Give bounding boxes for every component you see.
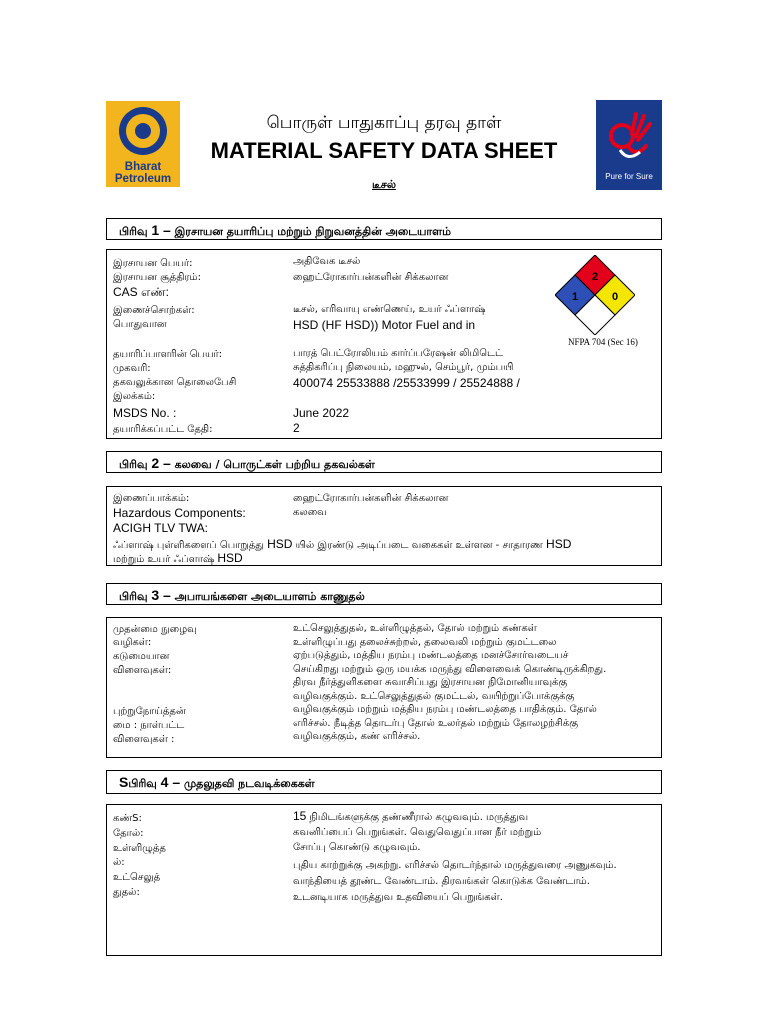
nfpa-reactivity: 0	[611, 291, 619, 303]
section-4-heading: Sபிரிவு 4 – முதலுதவி நடவடிக்கைகள்	[106, 770, 662, 794]
section-2-heading: பிரிவு 2 – கலவை / பொருட்கள் பற்றிய தகவல்கள்	[106, 451, 662, 473]
label-date: தயாரிக்கப்பட்ட தேதி:	[113, 424, 213, 435]
label-synonyms: இணைச்சொற்கள்:	[113, 305, 195, 316]
value-manufacturer: பாரத் பெட்ரோலியம் கார்ப்பரேஷன் லிமிடெட்	[293, 348, 503, 359]
label-manufacturer: தயாரிப்பாளரின் பெயர்:	[113, 349, 223, 360]
first-aid-line-6: உடனடியாக மருத்துவ உதவியைப் பெறுங்கள்.	[293, 892, 503, 903]
value-date: June 2022	[293, 406, 350, 420]
label-chronic-2: விளைவுகள் :	[113, 734, 175, 745]
title-english: MATERIAL SAFETY DATA SHEET	[210, 138, 558, 163]
label-skin: தோல்:	[113, 828, 144, 839]
value-chemical-name: அதிவேக டீசல்	[293, 256, 361, 267]
label-formula: இரசாயன சூத்திரம்:	[113, 272, 201, 283]
nfpa-fire: 2	[591, 271, 599, 283]
label-ingestion: உட்செலுத்	[113, 872, 161, 883]
label-tlv: ACIGH TLV TWA:	[113, 521, 208, 535]
value-common: HSD (HF HSD)) Motor Fuel and in	[293, 318, 476, 332]
product-name: டீசல்	[372, 178, 396, 191]
label-common: பொதுவான	[113, 319, 167, 330]
label-address: முகவரி:	[113, 363, 151, 374]
label-inhalation: உள்ளிழுத்த	[113, 843, 166, 854]
value-address: சுத்திகரிப்பு நிலையம், மஹுல், செம்பூர், மும்பயி	[293, 362, 514, 373]
title-tamil: பொருள் பாதுகாப்பு தரவு தாள்	[266, 113, 502, 133]
section-3-heading: பிரிவு 3 – அபாயங்களை அடையாளம் காணுதல்	[106, 583, 662, 605]
nfpa-caption: NFPA 704 (Sec 16)	[568, 337, 638, 347]
label-hazardous: Hazardous Components:	[113, 506, 246, 520]
hsd-types-line: ஃப்ளாஷ் புள்ளிகளைப் பொறுத்து HSD யில் இரண்டு அடிப்படை வகைகள் உள்ளன - சாதாரண HSD	[113, 537, 572, 551]
pure-for-sure-logo	[596, 100, 662, 190]
first-aid-line-2: கவனிப்பைப் பெறுங்கள். வெதுவெதுப்பான நீர் மற்றும்	[293, 827, 542, 838]
bp-logo-text-1: Bharat	[124, 161, 162, 173]
first-aid-line-1: 15 நிமிடங்களுக்கு தண்ணீரால் கழுவவும். மருத்துவ	[293, 809, 529, 823]
label-phone: தகவலுக்கான தொலைபேசி	[113, 377, 237, 388]
hazard-description: உட்செலுத்துதல், உள்ளிழுத்தல், தோல் மற்றும் கண்கள் உள்ளிழுப்பது தலைச்சுற்றல், தலைவலி மற்றும் குமட்டலை ஏற்படுத்தும், மத்திய நரம்பு மண்டலத்தை மனச்சோர்வடையச் செய்கிறது மற்றும் ஒரு மயக்க மருந்து விளைவைக் கொண்டிருக்கிறது. திரவ நீர்த்துளிகளை சுவாசிப்பது இரசாயன நிமோனியாவுக்கு வழிவகுக்கும். உட்செலுத்துதல் குமட்டல், வயிற்றுப்போக்குக்கு வழிவகுக்கும் மற்றும் மத்திய நரம்பு மண்டலத்தை பாதிக்கும். தோல் எரிச்சல். நீடித்த தொடர்பு தோல் உலர்தல் மற்றும் தோலழற்சிக்கு வழிவகுக்கும், கண் எரிச்சல்.	[293, 623, 607, 742]
first-aid-line-4: புதிய காற்றுக்கு அகற்று. எரிச்சல் தொடர்ந்தால் மருத்துவரை அணுகவும்.	[293, 860, 617, 871]
section-2-box	[106, 486, 662, 566]
label-chronic: மை : நாள்பட்ட	[113, 720, 185, 731]
nfpa-diamond	[555, 255, 635, 335]
first-aid-line-5: வாந்தியைத் தூண்ட வேண்டாம். திரவங்கள் கொடுக்க வேண்டாம்.	[293, 876, 590, 887]
value-composition-1: ஹைட்ரோகார்பன்களின் சிக்கலான	[293, 493, 449, 504]
bp-ring-icon	[119, 107, 167, 155]
label-cas: CAS எண்:	[113, 285, 169, 299]
value-synonyms: டீசல், எரிவாயு எண்ணெய், உயர் ஃப்ளாஷ்	[293, 304, 486, 315]
label-acute-2: விளைவுகள்:	[113, 665, 172, 676]
value-composition-2: கலவை	[293, 507, 327, 518]
section-1-heading: பிரிவு 1 – இரசாயன தயாரிப்பு மற்றும் நிறுவனத்தின் அடையாளம்	[106, 218, 662, 240]
label-acute: கடுமையான	[113, 651, 170, 662]
label-entry-routes: முதன்மை நுழைவு	[113, 624, 197, 635]
value-version: 2	[293, 421, 300, 435]
label-chemical-name: இரசாயன பெயர்:	[113, 258, 193, 269]
pfs-tagline: Pure for Sure	[605, 172, 653, 181]
label-msds-no: MSDS No. :	[113, 406, 177, 420]
label-eyes: கண்S:	[113, 813, 142, 824]
label-phone-2: இலக்கம்:	[113, 391, 156, 402]
section-3-box	[106, 617, 662, 758]
hsd-types-line-2: மற்றும் உயர் ஃப்ளாஷ் HSD	[113, 551, 243, 565]
nfpa-health: 1	[571, 291, 579, 303]
first-aid-line-3: சோப்பு கொண்டு கழுவவும்.	[293, 842, 421, 853]
label-entry-routes-2: வழிகள்:	[113, 637, 152, 648]
label-ingestion-2: துதல்:	[113, 887, 140, 898]
section-4-box	[106, 804, 662, 956]
pure-for-sure-hand-icon	[606, 106, 652, 164]
label-inhalation-2: ல்:	[113, 857, 125, 868]
bp-logo-text-2: Petroleum	[114, 173, 172, 185]
value-phone: 400074 25533888 /25533999 / 25524888 /	[293, 376, 520, 390]
label-composition: இணைப்பாக்கம்:	[113, 493, 190, 504]
label-carcinogenicity: புற்றுநோய்த்தன்	[113, 706, 186, 717]
bharat-petroleum-logo	[106, 101, 180, 187]
value-formula: ஹைட்ரோகார்பன்களின் சிக்கலான	[293, 272, 449, 283]
